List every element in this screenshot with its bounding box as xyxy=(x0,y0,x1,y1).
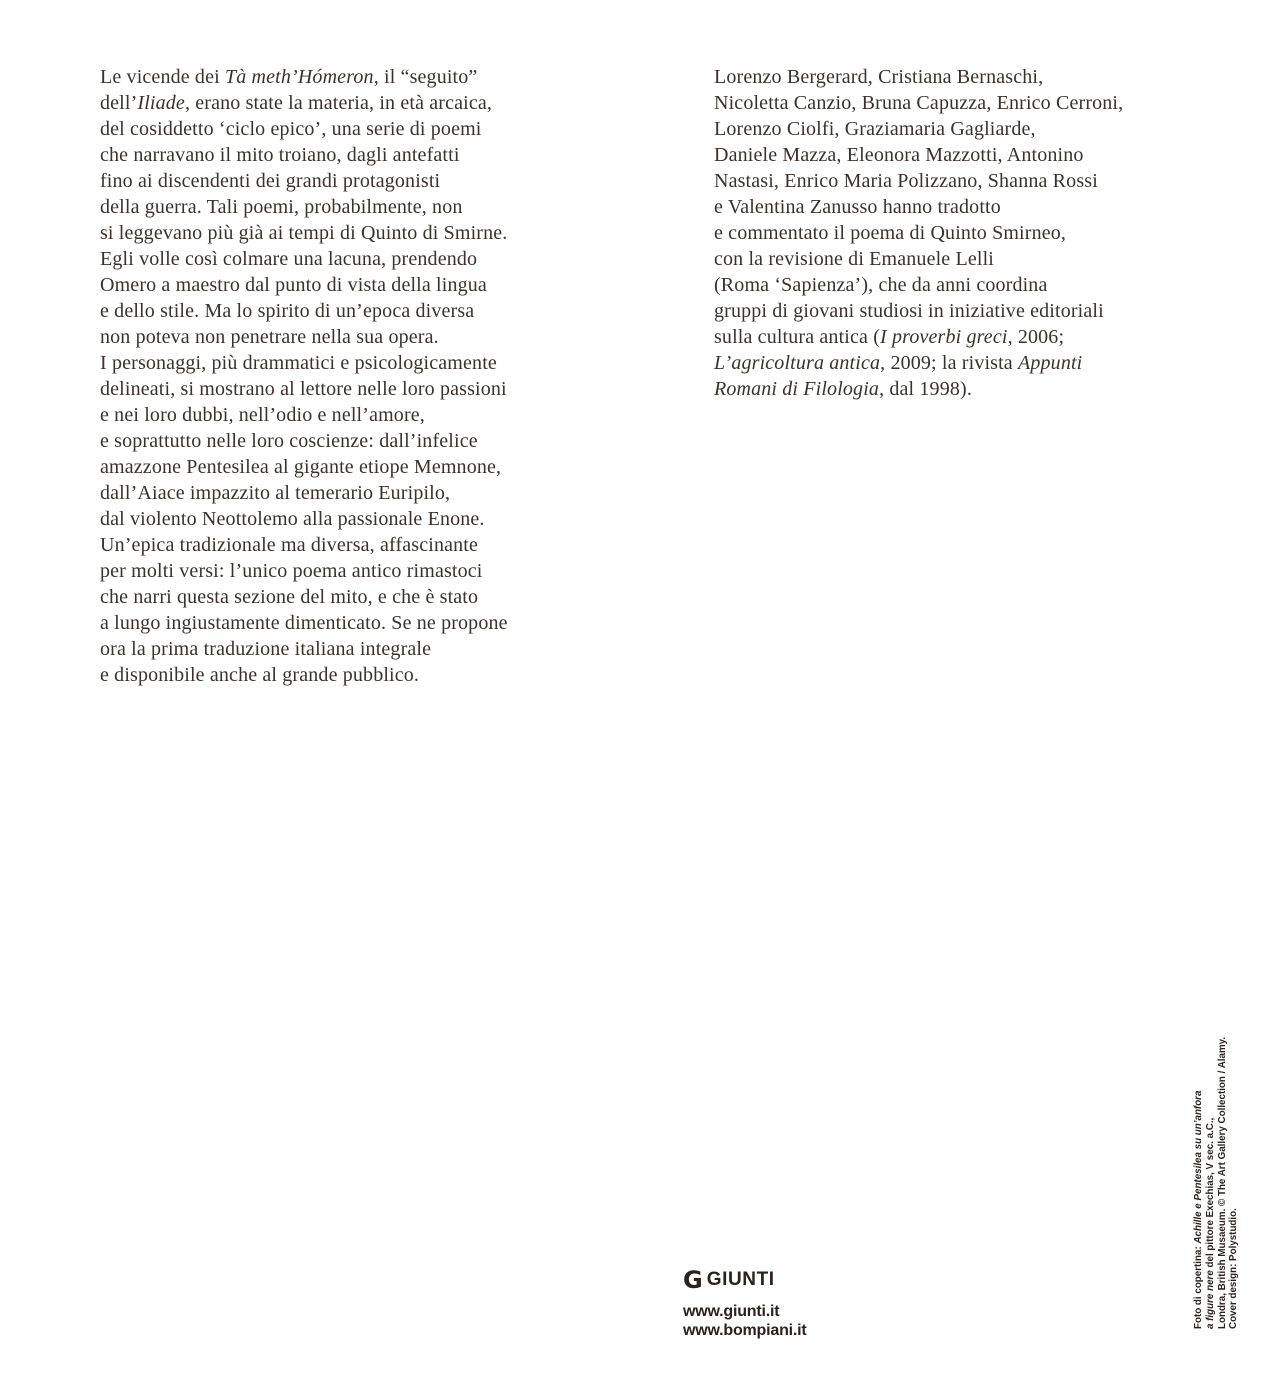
giunti-g-icon: G xyxy=(683,1266,703,1294)
right-column-text: Lorenzo Bergerard, Cristiana Bernaschi, Nicoletta Canzio, Bruna Capuzza, Enrico Cerroni, Lorenzo Ciolfi, Graziamaria Gagliarde, Daniele Mazza, Eleonora Mazzotti, Antonino Nastasi, Enrico Maria Polizzano, Shanna Rossi e Valentina Zanusso hanno tradotto e commentato il poema di Quinto Smirneo, con la revisione di Emanuele Lelli (Roma ‘Sapienza’), che da anni coordina gruppi di giovani studiosi in iniziative editoriali sulla cultura antica (I proverbi greci, 2006; L’agricoltura antica, 2009; la rivista Appunti Romani di Filologia, dal 1998). xyxy=(714,66,1124,400)
publisher-logo xyxy=(683,1268,807,1292)
photo-credit-text: Foto di copertina: Achille e Pentesilea su un’anfora a figure nere del pittore Exechias, V sec. a.C., Londra, British Musaeum. © The Art Gallery Collection / Alamy. Cover design: Polystudio. xyxy=(1193,1036,1240,1329)
publisher-footer xyxy=(683,1268,807,1340)
left-column-text: Le vicende dei Tà meth’Hómeron, il “seguito” dell’Iliade, erano state la materia, in età arcaica, del cosiddetto ‘ciclo epico’, una serie di poemi che narravano il mito troiano, dagli antefatti fino ai discendenti dei grandi protagonisti della guerra. Tali poemi, probabilmente, non si leggevano più già ai tempi di Quinto di Smirne. Egli volle così colmare una lacuna, prendendo Omero a maestro dal punto di vista della lingua e dello stile. Ma lo spirito di un’epoca diversa non poteva non penetrare nella sua opera. I personaggi, più drammatici e psicologicamente delineati, si mostrano al lettore nelle loro passioni e nei loro dubbi, nell’odio e nell’amore, e soprattutto nelle loro coscienze: dall’infelice amazzone Pentesilea al gigante etiope Memnone, dall’Aiace impazzito al temerario Euripilo, dal violento Neottolemo alla passionale Enone. Un’epica tradizionale ma diversa, affascinante per molti versi: l’unico poema antico rimastoci che narri questa sezione del mito, e che è stato a lungo ingiustamente dimenticato. Se ne propone ora la prima traduzione italiana integrale e disponibile anche al grande pubblico. xyxy=(100,66,508,686)
publisher-website-bompiani: www.bompiani.it xyxy=(683,1321,807,1339)
publisher-name: GIUNTI xyxy=(706,1269,775,1290)
publisher-website-giunti: www.giunti.it xyxy=(683,1303,780,1320)
publisher-websites xyxy=(683,1303,807,1340)
